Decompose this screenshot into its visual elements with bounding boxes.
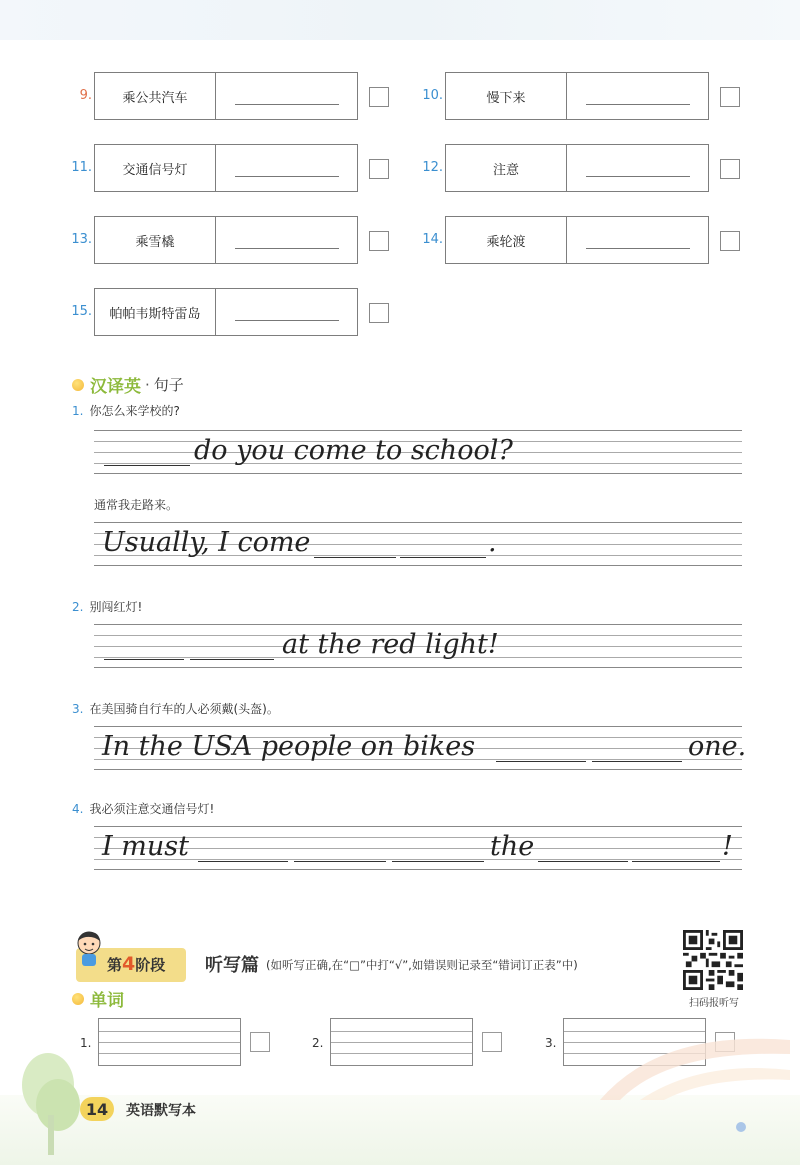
question-prompt [72,700,279,717]
vocab-number: 9. [79,88,92,103]
bullet-icon [72,993,84,1005]
answer-blank[interactable] [592,761,682,762]
answer-line[interactable] [235,320,339,321]
handwriting-text: I must [102,831,189,862]
listening-instruction: (如听写正确,在“□”中打“√”,如错误则记录至“错词订正表”中) [266,958,578,972]
handwriting-text: the [490,831,535,862]
stage-label: 第4阶段 [107,953,166,975]
answer-blank[interactable] [314,557,396,558]
handwriting-text: . [488,527,497,558]
question-prompt [72,598,142,615]
question-number: 2. [72,600,84,614]
check-box[interactable] [250,1032,270,1052]
vocab-number: 10. [422,88,443,103]
answer-blank[interactable] [392,861,484,862]
writing-band[interactable] [94,430,742,474]
top-decoration [0,0,800,40]
handwriting-text: ! [722,831,733,862]
handwriting-text: Usually, I come [102,527,311,558]
answer-blank[interactable] [294,861,386,862]
answer-line[interactable] [586,176,690,177]
answer-blank[interactable] [538,861,628,862]
question-number: 3. [72,702,84,716]
check-box[interactable] [369,303,389,323]
dictation-number: 2. [312,1036,324,1050]
question-text: 你怎么来学校的? [89,404,180,418]
writing-band[interactable] [94,522,742,566]
vocab-cell [94,72,358,120]
page-dot [736,1122,746,1132]
answer-line[interactable] [235,176,339,177]
vocab-number: 12. [422,160,443,175]
book-title: 英语默写本 [126,1103,196,1119]
vocab-chinese: 慢下来 [446,73,567,119]
section-title: 单词 [90,991,124,1011]
vocab-cell [94,288,358,336]
vocab-chinese: 乘轮渡 [446,217,567,263]
vocab-cell [94,144,358,192]
question-text: 别闯红灯! [89,600,143,614]
question-text: 我必须注意交通信号灯! [89,802,215,816]
vocab-cell [94,216,358,264]
vocab-chinese: 乘雪橇 [95,217,216,263]
handwriting-text: one. [688,731,747,762]
check-box[interactable] [369,231,389,251]
check-box[interactable] [720,159,740,179]
writing-band[interactable] [94,624,742,668]
answer-line[interactable] [586,104,690,105]
check-box[interactable] [369,87,389,107]
section-title: 汉译英 [90,377,141,397]
answer-line[interactable] [235,248,339,249]
bullet-icon [72,379,84,391]
answer-blank[interactable] [496,761,586,762]
qr-caption: 扫码报听写 [689,998,739,1009]
handwriting-text: do you come to school? [194,435,513,466]
question-number: 4. [72,802,84,816]
vocab-chinese: 帕帕韦斯特雷岛 [95,289,216,335]
question-text: 在美国骑自行车的人必须戴(头盔)。 [89,702,279,716]
answer-blank[interactable] [632,861,720,862]
answer-blank[interactable] [400,557,486,558]
answer-line[interactable] [235,104,339,105]
vocab-number: 11. [71,160,92,175]
kid-mascot-icon [74,930,104,966]
writing-band[interactable] [94,826,742,870]
check-box[interactable] [720,87,740,107]
check-box[interactable] [369,159,389,179]
vocab-chinese: 乘公共汽车 [95,73,216,119]
answer-line[interactable] [586,248,690,249]
question-prompt [72,402,180,419]
listening-title: 听写篇 [205,955,259,976]
handwriting-text: at the red light! [282,629,499,660]
vocab-cell [445,216,709,264]
question-number: 1. [72,404,84,418]
dictation-number: 1. [80,1036,92,1050]
answer-blank[interactable] [198,861,288,862]
section-header-sentences [72,372,184,397]
vocab-chinese: 注意 [446,145,567,191]
dictation-number: 3. [545,1036,557,1050]
vocab-chinese: 交通信号灯 [95,145,216,191]
handwriting-text: In the USA people on bikes [102,731,476,762]
section-header-words [72,986,124,1011]
dictation-box[interactable] [98,1018,241,1066]
page-number: 14 [80,1097,114,1121]
tree-decoration-icon [18,1045,88,1155]
vocab-cell [445,144,709,192]
check-box[interactable] [482,1032,502,1052]
question-prompt [94,496,178,513]
footer-background [0,1095,800,1165]
writing-band[interactable] [94,726,747,770]
vocab-number: 14. [422,232,443,247]
section-separator: · [145,375,150,394]
dictation-box[interactable] [330,1018,473,1066]
check-box[interactable] [720,231,740,251]
question-prompt [72,800,214,817]
vocab-number: 15. [71,304,92,319]
ribbon-decoration-icon [600,1020,790,1100]
vocab-cell [445,72,709,120]
qr-code-icon[interactable] [683,930,743,990]
section-subtitle: 句子 [153,376,184,394]
question-text: 通常我走路来。 [94,498,179,512]
vocab-number: 13. [71,232,92,247]
